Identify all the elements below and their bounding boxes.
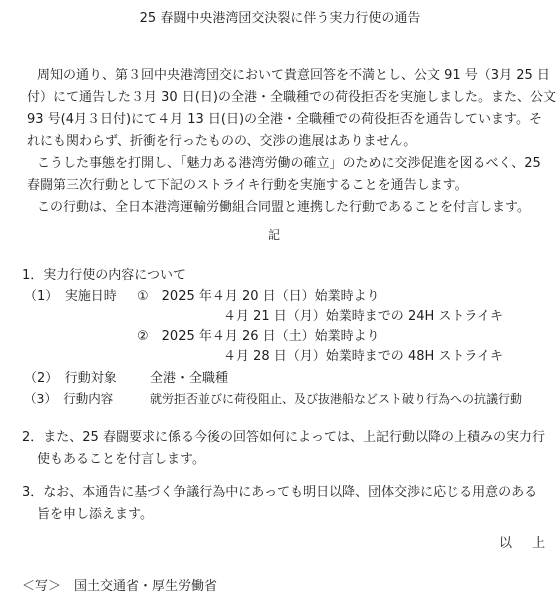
document-title: 25 春闘中央港湾団交決裂に伴う実力行使の通告 (139, 11, 421, 26)
ki-heading: 記 (268, 228, 281, 242)
intro-line-2: 付）にて通告した３月 30 日(日)の全港・全職種での荷役拒否を実施しました。また、公文 (27, 90, 556, 105)
item1-line-1: ① 2025 年４月 20 日（日）始業時より (137, 289, 380, 304)
item3-label: （3） 行動内容 (24, 391, 114, 406)
closing-mark: 以 上 (499, 536, 554, 551)
item1-label: （1） 実施日時 (24, 289, 117, 304)
item1-line-3: ② 2025 年４月 26 日（土）始業時より (137, 329, 380, 344)
item3-value: 就労拒否並びに荷役阻止、及び抜港船などスト破り行為への抗議行動 (150, 392, 523, 406)
intro-line-1: 周知の通り、第３回中央港湾団交において貴意回答を不満とし、公文 91 号（3月 25 日 (37, 68, 550, 83)
section3-line-1: 3．なお、本通告に基づく争議行為中にあっても明日以降、団体交渉に応じる用意のある (22, 485, 538, 500)
intro-line-3: 93 号(4月３日付)にて４月 13 日(日)の全港・全職種での荷役拒否を通告しています。そ (27, 112, 542, 127)
intro-line-6: 春闘第三次行動として下記のストライキ行動を実施することを通告します。 (27, 178, 468, 193)
intro-line-7: この行動は、全日本港湾運輸労働組合同盟と連携した行動であることを付言します。 (37, 200, 530, 215)
item2-value: 全港・全職種 (150, 371, 229, 386)
section3-line-2: 旨を申し添えます。 (37, 507, 153, 522)
section1-heading: 1．実力行使の内容について (22, 268, 187, 283)
section2-line-2: 使もあることを付言します。 (37, 452, 205, 467)
item1-line-4: ４月 28 日（月）始業時までの 48H ストライキ (223, 349, 503, 364)
section2-line-1: 2．また、25 春闘要求に係る今後の回答如何によっては、上記行動以降の上積みの実力行 (22, 430, 545, 445)
intro-line-5: こうした事態を打開し、「魅力ある港湾労働の確立」のために交渉促進を図るべく、25 (37, 156, 541, 171)
item2-label: （2） 行動対象 (24, 371, 117, 386)
copy-recipients: ＜写＞ 国土交通省・厚生労働省 (22, 579, 218, 594)
intro-line-4: れにも関わらず、折衝を行ったものの、交渉の進展はありません。 (27, 134, 417, 149)
item1-line-2: ４月 21 日（月）始業時までの 24H ストライキ (223, 309, 503, 324)
